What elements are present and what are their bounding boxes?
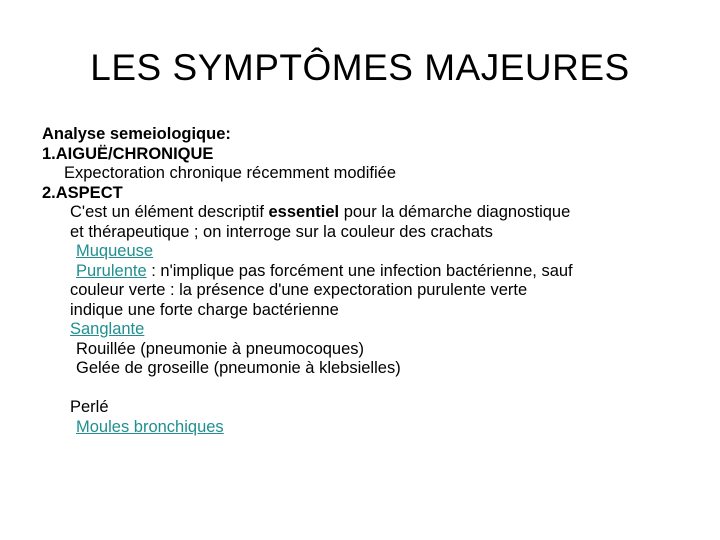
rouillee-text: Rouillée (pneumonie à pneumocoques) (76, 339, 365, 358)
moules-bronchiques-link[interactable]: Moules bronchiques (76, 417, 224, 436)
muqueuse-link[interactable]: Muqueuse (76, 242, 154, 260)
aspect-emphasis: essentiel (268, 203, 340, 221)
aspect-text-start: C'est un élément descriptif (70, 203, 269, 221)
sanglante-line (42, 320, 702, 340)
slide-body (42, 125, 702, 437)
purulente-text: : n'implique pas forcément une infection bactérienne, sauf (146, 261, 573, 280)
aspect-text-end: pour la démarche diagnostique (339, 203, 571, 221)
muqueuse-line (42, 242, 702, 262)
gelee-text: Gelée de groseille (pneumonie à klebsielles) (76, 359, 401, 377)
spacer (42, 379, 702, 399)
purulente-text-cont2: indique une forte charge bactérienne (70, 300, 339, 319)
sanglante-link[interactable]: Sanglante (70, 320, 145, 338)
purulente-text-cont1: couleur verte : la présence d'une expectoration purulente verte (70, 281, 528, 299)
analysis-heading: Analyse semeiologique: (42, 125, 231, 143)
aspect-description-cont: et thérapeutique ; on interroge sur la couleur des crachats (70, 222, 493, 241)
moules-line (42, 418, 702, 438)
slide-title: LES SYMPTÔMES MAJEURES (90, 47, 630, 88)
aspect-description (42, 203, 702, 223)
chronic-expectoration-text: Expectoration chronique récemment modifiée (64, 164, 397, 182)
section-acute-chronic: 1.AIGUË/CHRONIQUE (42, 144, 214, 163)
purulente-line (42, 262, 702, 282)
perle-text: Perlé (70, 398, 109, 416)
section-aspect: 2.ASPECT (42, 183, 123, 202)
purulente-link[interactable]: Purulente (76, 261, 147, 280)
